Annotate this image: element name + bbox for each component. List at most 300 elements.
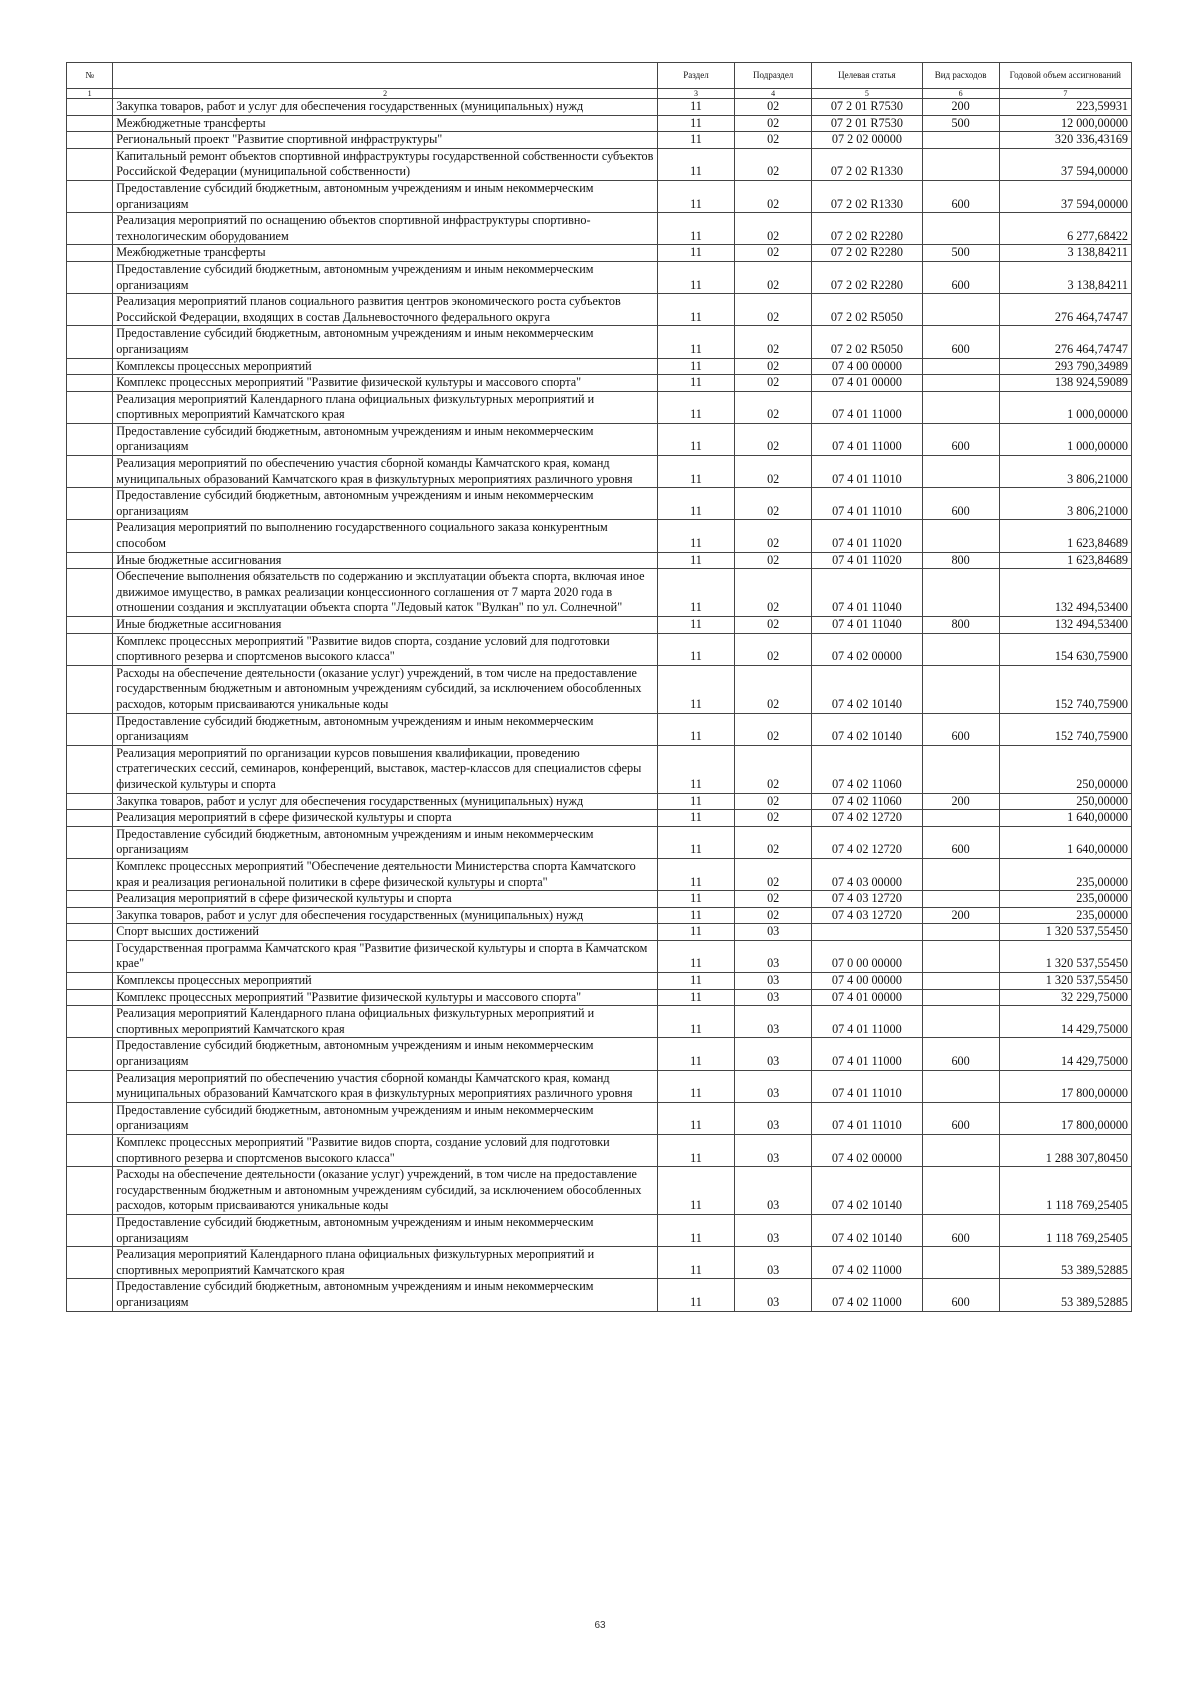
- row-amount-cell: 138 924,59089: [999, 375, 1131, 392]
- row-exp-type-cell: 500: [922, 245, 999, 262]
- row-target-cell: 07 4 01 11000: [812, 1038, 922, 1070]
- row-target-cell: 07 4 01 11000: [812, 423, 922, 455]
- row-target-cell: 07 2 02 R1330: [812, 180, 922, 212]
- row-target-cell: 07 4 01 11010: [812, 1102, 922, 1134]
- row-number-cell: [67, 1102, 113, 1134]
- row-target-cell: 07 4 02 10140: [812, 1167, 922, 1215]
- row-number-cell: [67, 713, 113, 745]
- header-no: №: [67, 63, 113, 89]
- table-row: [67, 1102, 1132, 1134]
- row-number-cell: [67, 973, 113, 990]
- row-amount-cell: 132 494,53400: [999, 569, 1131, 617]
- table-header-row: [67, 63, 1132, 89]
- table-row: [67, 1070, 1132, 1102]
- row-number-cell: [67, 1038, 113, 1070]
- row-amount-cell: 1 320 537,55450: [999, 940, 1131, 972]
- row-target-cell: 07 2 02 R2280: [812, 245, 922, 262]
- row-number-cell: [67, 99, 113, 116]
- row-section-cell: 11: [657, 1214, 734, 1246]
- row-amount-cell: 1 118 769,25405: [999, 1214, 1131, 1246]
- row-exp-type-cell: [922, 665, 999, 713]
- row-number-cell: [67, 115, 113, 132]
- row-exp-type-cell: [922, 940, 999, 972]
- row-exp-type-cell: [922, 132, 999, 149]
- row-section-cell: 11: [657, 973, 734, 990]
- table-row: [67, 1135, 1132, 1167]
- header-target: Целевая статья: [812, 63, 922, 89]
- row-name-cell: Спорт высших достижений: [113, 924, 658, 941]
- row-section-cell: 11: [657, 633, 734, 665]
- row-name-cell: Реализация мероприятий Календарного плана официальных физкультурных мероприятий и спортивных мероприятий Камчатского края: [113, 1006, 658, 1038]
- row-name-cell: Межбюджетные трансферты: [113, 245, 658, 262]
- row-number-cell: [67, 132, 113, 149]
- table-row: [67, 115, 1132, 132]
- budget-table: [66, 62, 1132, 1312]
- row-target-cell: 07 4 02 10140: [812, 665, 922, 713]
- table-row: [67, 99, 1132, 116]
- table-row: [67, 520, 1132, 552]
- table-row: [67, 1279, 1132, 1311]
- row-number-cell: [67, 907, 113, 924]
- row-section-cell: 11: [657, 294, 734, 326]
- table-row: [67, 1167, 1132, 1215]
- row-name-cell: Предоставление субсидий бюджетным, автономным учреждениям и иным некоммерческим организациям: [113, 1102, 658, 1134]
- row-number-cell: [67, 213, 113, 245]
- row-amount-cell: 1 118 769,25405: [999, 1167, 1131, 1215]
- row-section-cell: 11: [657, 713, 734, 745]
- header-subsection: Подраздел: [735, 63, 812, 89]
- row-name-cell: Капитальный ремонт объектов спортивной инфраструктуры государственной собственности субъектов Российской Федерации (муниципальной собственности): [113, 148, 658, 180]
- row-number-cell: [67, 488, 113, 520]
- row-section-cell: 11: [657, 940, 734, 972]
- row-subsection-cell: 02: [735, 245, 812, 262]
- row-number-cell: [67, 1247, 113, 1279]
- row-amount-cell: 3 806,21000: [999, 488, 1131, 520]
- row-subsection-cell: 02: [735, 132, 812, 149]
- row-subsection-cell: 02: [735, 891, 812, 908]
- table-row: [67, 907, 1132, 924]
- table-row: [67, 294, 1132, 326]
- row-target-cell: 07 4 03 00000: [812, 858, 922, 890]
- row-target-cell: 07 2 01 R7530: [812, 115, 922, 132]
- table-row: [67, 488, 1132, 520]
- row-amount-cell: 3 138,84211: [999, 245, 1131, 262]
- row-target-cell: 07 4 01 11020: [812, 552, 922, 569]
- row-number-cell: [67, 1070, 113, 1102]
- row-amount-cell: 1 623,84689: [999, 520, 1131, 552]
- row-section-cell: 11: [657, 1006, 734, 1038]
- row-target-cell: 07 4 02 12720: [812, 826, 922, 858]
- row-target-cell: 07 4 01 11020: [812, 520, 922, 552]
- row-name-cell: Закупка товаров, работ и услуг для обеспечения государственных (муниципальных) нужд: [113, 793, 658, 810]
- row-amount-cell: 37 594,00000: [999, 180, 1131, 212]
- row-number-cell: [67, 924, 113, 941]
- row-exp-type-cell: [922, 1070, 999, 1102]
- table-row: [67, 633, 1132, 665]
- table-row: [67, 1214, 1132, 1246]
- row-number-cell: [67, 665, 113, 713]
- row-section-cell: 11: [657, 423, 734, 455]
- row-name-cell: Закупка товаров, работ и услуг для обеспечения государственных (муниципальных) нужд: [113, 99, 658, 116]
- row-exp-type-cell: [922, 989, 999, 1006]
- row-target-cell: 07 4 01 00000: [812, 375, 922, 392]
- row-section-cell: 11: [657, 1247, 734, 1279]
- row-exp-type-cell: 600: [922, 180, 999, 212]
- row-subsection-cell: 02: [735, 375, 812, 392]
- row-amount-cell: 17 800,00000: [999, 1102, 1131, 1134]
- row-amount-cell: 152 740,75900: [999, 665, 1131, 713]
- row-number-cell: [67, 358, 113, 375]
- row-name-cell: Реализация мероприятий Календарного плана официальных физкультурных мероприятий и спортивных мероприятий Камчатского края: [113, 391, 658, 423]
- row-name-cell: Реализация мероприятий по обеспечению участия сборной команды Камчатского края, команд муниципальных образований Камчатского края в физкультурных мероприятиях различного уровня: [113, 456, 658, 488]
- row-subsection-cell: 02: [735, 148, 812, 180]
- column-number: 7: [999, 89, 1131, 99]
- column-number: 6: [922, 89, 999, 99]
- row-name-cell: Комплекс процессных мероприятий "Развитие физической культуры и массового спорта": [113, 375, 658, 392]
- table-row: [67, 423, 1132, 455]
- row-target-cell: 07 4 01 11000: [812, 391, 922, 423]
- row-subsection-cell: 03: [735, 1006, 812, 1038]
- row-name-cell: Закупка товаров, работ и услуг для обеспечения государственных (муниципальных) нужд: [113, 907, 658, 924]
- row-number-cell: [67, 261, 113, 293]
- row-subsection-cell: 02: [735, 826, 812, 858]
- row-exp-type-cell: [922, 375, 999, 392]
- row-number-cell: [67, 180, 113, 212]
- row-number-cell: [67, 245, 113, 262]
- row-name-cell: Комплексы процессных мероприятий: [113, 973, 658, 990]
- row-subsection-cell: 02: [735, 793, 812, 810]
- row-number-cell: [67, 423, 113, 455]
- row-section-cell: 11: [657, 488, 734, 520]
- row-exp-type-cell: 600: [922, 261, 999, 293]
- header-section: Раздел: [657, 63, 734, 89]
- row-name-cell: Реализация мероприятий в сфере физической культуры и спорта: [113, 891, 658, 908]
- row-amount-cell: 250,00000: [999, 793, 1131, 810]
- row-exp-type-cell: 600: [922, 1102, 999, 1134]
- table-row: [67, 940, 1132, 972]
- row-exp-type-cell: 200: [922, 99, 999, 116]
- row-amount-cell: 12 000,00000: [999, 115, 1131, 132]
- row-exp-type-cell: [922, 456, 999, 488]
- row-amount-cell: 53 389,52885: [999, 1279, 1131, 1311]
- row-subsection-cell: 02: [735, 99, 812, 116]
- row-subsection-cell: 03: [735, 924, 812, 941]
- row-name-cell: Предоставление субсидий бюджетным, автономным учреждениям и иным некоммерческим организациям: [113, 1214, 658, 1246]
- row-section-cell: 11: [657, 132, 734, 149]
- row-subsection-cell: 02: [735, 391, 812, 423]
- table-row: [67, 1247, 1132, 1279]
- row-number-cell: [67, 456, 113, 488]
- column-number: 4: [735, 89, 812, 99]
- row-subsection-cell: 02: [735, 810, 812, 827]
- row-subsection-cell: 03: [735, 1135, 812, 1167]
- row-section-cell: 11: [657, 245, 734, 262]
- row-number-cell: [67, 858, 113, 890]
- row-target-cell: 07 4 01 11010: [812, 488, 922, 520]
- row-target-cell: 07 4 02 00000: [812, 1135, 922, 1167]
- row-exp-type-cell: [922, 148, 999, 180]
- row-exp-type-cell: [922, 1135, 999, 1167]
- row-section-cell: 11: [657, 989, 734, 1006]
- row-exp-type-cell: 600: [922, 488, 999, 520]
- row-subsection-cell: 02: [735, 907, 812, 924]
- row-exp-type-cell: 800: [922, 552, 999, 569]
- row-exp-type-cell: 600: [922, 826, 999, 858]
- header-exp-type: Вид расходов: [922, 63, 999, 89]
- row-target-cell: 07 4 02 10140: [812, 1214, 922, 1246]
- row-exp-type-cell: 500: [922, 115, 999, 132]
- row-exp-type-cell: [922, 891, 999, 908]
- row-subsection-cell: 02: [735, 180, 812, 212]
- row-subsection-cell: 02: [735, 488, 812, 520]
- row-number-cell: [67, 745, 113, 793]
- table-row: [67, 261, 1132, 293]
- row-exp-type-cell: 600: [922, 713, 999, 745]
- row-target-cell: 07 4 00 00000: [812, 358, 922, 375]
- table-row: [67, 180, 1132, 212]
- row-name-cell: Иные бюджетные ассигнования: [113, 552, 658, 569]
- column-number: 5: [812, 89, 922, 99]
- row-section-cell: 11: [657, 1135, 734, 1167]
- row-amount-cell: 17 800,00000: [999, 1070, 1131, 1102]
- row-amount-cell: 37 594,00000: [999, 148, 1131, 180]
- row-section-cell: 11: [657, 148, 734, 180]
- row-section-cell: 11: [657, 891, 734, 908]
- row-name-cell: Предоставление субсидий бюджетным, автономным учреждениям и иным некоммерческим организациям: [113, 326, 658, 358]
- table-row: [67, 132, 1132, 149]
- row-number-cell: [67, 810, 113, 827]
- column-number: 3: [657, 89, 734, 99]
- row-amount-cell: 1 640,00000: [999, 810, 1131, 827]
- row-amount-cell: 1 320 537,55450: [999, 973, 1131, 990]
- row-target-cell: 07 4 03 12720: [812, 891, 922, 908]
- table-row: [67, 989, 1132, 1006]
- row-section-cell: 11: [657, 810, 734, 827]
- row-amount-cell: 223,59931: [999, 99, 1131, 116]
- row-number-cell: [67, 326, 113, 358]
- row-section-cell: 11: [657, 924, 734, 941]
- row-target-cell: 07 4 00 00000: [812, 973, 922, 990]
- row-name-cell: Реализация мероприятий по организации курсов повышения квалификации, проведению стратегических сессий, семинаров, конференций, выставок, мастер-классов для специалистов сферы физической культуры и спорта: [113, 745, 658, 793]
- row-number-cell: [67, 1214, 113, 1246]
- row-subsection-cell: 02: [735, 294, 812, 326]
- row-section-cell: 11: [657, 180, 734, 212]
- row-amount-cell: 1 288 307,80450: [999, 1135, 1131, 1167]
- row-number-cell: [67, 940, 113, 972]
- row-target-cell: 07 2 02 R1330: [812, 148, 922, 180]
- row-name-cell: Предоставление субсидий бюджетным, автономным учреждениям и иным некоммерческим организациям: [113, 180, 658, 212]
- row-subsection-cell: 03: [735, 1070, 812, 1102]
- row-section-cell: 11: [657, 793, 734, 810]
- row-name-cell: Реализация мероприятий в сфере физической культуры и спорта: [113, 810, 658, 827]
- row-section-cell: 11: [657, 665, 734, 713]
- table-row: [67, 245, 1132, 262]
- row-exp-type-cell: [922, 569, 999, 617]
- row-exp-type-cell: [922, 633, 999, 665]
- row-amount-cell: 1 000,00000: [999, 391, 1131, 423]
- table-row: [67, 713, 1132, 745]
- row-name-cell: Предоставление субсидий бюджетным, автономным учреждениям и иным некоммерческим организациям: [113, 488, 658, 520]
- row-number-cell: [67, 148, 113, 180]
- row-subsection-cell: 02: [735, 115, 812, 132]
- row-exp-type-cell: [922, 745, 999, 793]
- row-exp-type-cell: [922, 858, 999, 890]
- row-amount-cell: 250,00000: [999, 745, 1131, 793]
- row-exp-type-cell: [922, 520, 999, 552]
- row-section-cell: 11: [657, 1070, 734, 1102]
- row-section-cell: 11: [657, 745, 734, 793]
- table-row: [67, 810, 1132, 827]
- row-name-cell: Региональный проект "Развитие спортивной инфраструктуры": [113, 132, 658, 149]
- row-number-cell: [67, 1279, 113, 1311]
- row-subsection-cell: 03: [735, 1247, 812, 1279]
- row-name-cell: Комплексы процессных мероприятий: [113, 358, 658, 375]
- row-number-cell: [67, 520, 113, 552]
- row-name-cell: Расходы на обеспечение деятельности (оказание услуг) учреждений, в том числе на предоставление государственным бюджетным и автономным учреждениям субсидий, за исключением обособленных расходов, которым присваиваются уникальные коды: [113, 665, 658, 713]
- table-row: [67, 213, 1132, 245]
- table-row: [67, 826, 1132, 858]
- row-subsection-cell: 02: [735, 213, 812, 245]
- row-name-cell: Реализация мероприятий по выполнению государственного социального заказа конкурентным способом: [113, 520, 658, 552]
- row-target-cell: 07 2 02 00000: [812, 132, 922, 149]
- table-row: [67, 569, 1132, 617]
- row-number-cell: [67, 1135, 113, 1167]
- row-target-cell: 07 4 01 11010: [812, 1070, 922, 1102]
- row-number-cell: [67, 633, 113, 665]
- table-row: [67, 617, 1132, 634]
- row-subsection-cell: 03: [735, 973, 812, 990]
- row-target-cell: 07 4 01 00000: [812, 989, 922, 1006]
- row-name-cell: Реализация мероприятий по оснащению объектов спортивной инфраструктуры спортивно-технологическим оборудованием: [113, 213, 658, 245]
- row-exp-type-cell: [922, 213, 999, 245]
- row-amount-cell: 154 630,75900: [999, 633, 1131, 665]
- table-row: [67, 793, 1132, 810]
- row-amount-cell: 1 320 537,55450: [999, 924, 1131, 941]
- row-number-cell: [67, 375, 113, 392]
- row-target-cell: 07 4 02 11000: [812, 1279, 922, 1311]
- row-amount-cell: 1 640,00000: [999, 826, 1131, 858]
- row-exp-type-cell: 200: [922, 907, 999, 924]
- row-subsection-cell: 02: [735, 520, 812, 552]
- row-target-cell: 07 4 01 11040: [812, 569, 922, 617]
- row-subsection-cell: 03: [735, 940, 812, 972]
- row-amount-cell: 152 740,75900: [999, 713, 1131, 745]
- row-number-cell: [67, 617, 113, 634]
- row-target-cell: 07 4 02 11000: [812, 1247, 922, 1279]
- row-number-cell: [67, 891, 113, 908]
- row-name-cell: Расходы на обеспечение деятельности (оказание услуг) учреждений, в том числе на предоставление государственным бюджетным и автономным учреждениям субсидий, за исключением обособленных расходов, которым присваиваются уникальные коды: [113, 1167, 658, 1215]
- row-subsection-cell: 02: [735, 858, 812, 890]
- row-section-cell: 11: [657, 1167, 734, 1215]
- row-name-cell: Предоставление субсидий бюджетным, автономным учреждениям и иным некоммерческим организациям: [113, 1038, 658, 1070]
- row-subsection-cell: 03: [735, 1038, 812, 1070]
- column-number: 1: [67, 89, 113, 99]
- row-exp-type-cell: [922, 294, 999, 326]
- row-exp-type-cell: 600: [922, 1214, 999, 1246]
- row-subsection-cell: 03: [735, 1279, 812, 1311]
- row-exp-type-cell: [922, 1247, 999, 1279]
- table-row: [67, 745, 1132, 793]
- row-amount-cell: 235,00000: [999, 891, 1131, 908]
- row-name-cell: Реализация мероприятий по обеспечению участия сборной команды Камчатского края, команд муниципальных образований Камчатского края в физкультурных мероприятиях различного уровня: [113, 1070, 658, 1102]
- row-subsection-cell: 02: [735, 326, 812, 358]
- row-subsection-cell: 02: [735, 423, 812, 455]
- row-section-cell: 11: [657, 858, 734, 890]
- row-target-cell: 07 4 01 11000: [812, 1006, 922, 1038]
- row-target-cell: 07 4 01 11040: [812, 617, 922, 634]
- row-number-cell: [67, 1167, 113, 1215]
- row-number-cell: [67, 552, 113, 569]
- row-name-cell: Реализация мероприятий Календарного плана официальных физкультурных мероприятий и спортивных мероприятий Камчатского края: [113, 1247, 658, 1279]
- row-amount-cell: 6 277,68422: [999, 213, 1131, 245]
- row-exp-type-cell: 200: [922, 793, 999, 810]
- row-section-cell: 11: [657, 1102, 734, 1134]
- row-target-cell: 07 2 02 R2280: [812, 261, 922, 293]
- row-section-cell: 11: [657, 826, 734, 858]
- row-number-cell: [67, 391, 113, 423]
- row-subsection-cell: 02: [735, 665, 812, 713]
- budget-sheet: [66, 62, 1132, 1312]
- row-number-cell: [67, 569, 113, 617]
- row-exp-type-cell: 800: [922, 617, 999, 634]
- table-row: [67, 858, 1132, 890]
- row-exp-type-cell: [922, 973, 999, 990]
- row-target-cell: 07 4 02 11060: [812, 793, 922, 810]
- row-name-cell: Предоставление субсидий бюджетным, автономным учреждениям и иным некоммерческим организациям: [113, 423, 658, 455]
- page-number: 63: [594, 1620, 606, 1631]
- row-section-cell: 11: [657, 99, 734, 116]
- row-name-cell: Предоставление субсидий бюджетным, автономным учреждениям и иным некоммерческим организациям: [113, 826, 658, 858]
- row-target-cell: 07 4 02 12720: [812, 810, 922, 827]
- row-subsection-cell: 02: [735, 552, 812, 569]
- row-exp-type-cell: 600: [922, 423, 999, 455]
- row-amount-cell: 14 429,75000: [999, 1006, 1131, 1038]
- row-number-cell: [67, 294, 113, 326]
- row-target-cell: 07 2 02 R5050: [812, 294, 922, 326]
- row-exp-type-cell: 600: [922, 1279, 999, 1311]
- row-subsection-cell: 02: [735, 456, 812, 488]
- row-target-cell: 07 2 02 R2280: [812, 213, 922, 245]
- row-amount-cell: 132 494,53400: [999, 617, 1131, 634]
- row-name-cell: Предоставление субсидий бюджетным, автономным учреждениям и иным некоммерческим организациям: [113, 713, 658, 745]
- row-number-cell: [67, 826, 113, 858]
- row-number-cell: [67, 793, 113, 810]
- row-exp-type-cell: 600: [922, 1038, 999, 1070]
- row-section-cell: 11: [657, 115, 734, 132]
- row-target-cell: 07 2 02 R5050: [812, 326, 922, 358]
- header-amount: Годовой объем ассигнований: [999, 63, 1131, 89]
- row-section-cell: 11: [657, 391, 734, 423]
- table-row: [67, 924, 1132, 941]
- row-amount-cell: 1 623,84689: [999, 552, 1131, 569]
- row-amount-cell: 14 429,75000: [999, 1038, 1131, 1070]
- row-subsection-cell: 03: [735, 1214, 812, 1246]
- row-section-cell: 11: [657, 375, 734, 392]
- table-row: [67, 375, 1132, 392]
- row-name-cell: Предоставление субсидий бюджетным, автономным учреждениям и иным некоммерческим организациям: [113, 261, 658, 293]
- row-name-cell: Иные бюджетные ассигнования: [113, 617, 658, 634]
- row-name-cell: Обеспечение выполнения обязательств по содержанию и эксплуатации объекта спорта, включая иное движимое имущество, в рамках реализации концессионного соглашения от 7 марта 2020 года в отношении создания и эксплуатации объекта спорта "Ледовый каток "Вулкан" по ул. Солнечной": [113, 569, 658, 617]
- row-target-cell: 07 4 01 11010: [812, 456, 922, 488]
- row-number-cell: [67, 1006, 113, 1038]
- row-name-cell: Комплекс процессных мероприятий "Развитие видов спорта, создание условий для подготовки спортивного резерва и спортсменов высокого класса": [113, 1135, 658, 1167]
- table-row: [67, 148, 1132, 180]
- table-row: [67, 391, 1132, 423]
- row-exp-type-cell: [922, 810, 999, 827]
- row-amount-cell: 32 229,75000: [999, 989, 1131, 1006]
- row-subsection-cell: 02: [735, 617, 812, 634]
- row-name-cell: Комплекс процессных мероприятий "Развитие видов спорта, создание условий для подготовки спортивного резерва и спортсменов высокого класса": [113, 633, 658, 665]
